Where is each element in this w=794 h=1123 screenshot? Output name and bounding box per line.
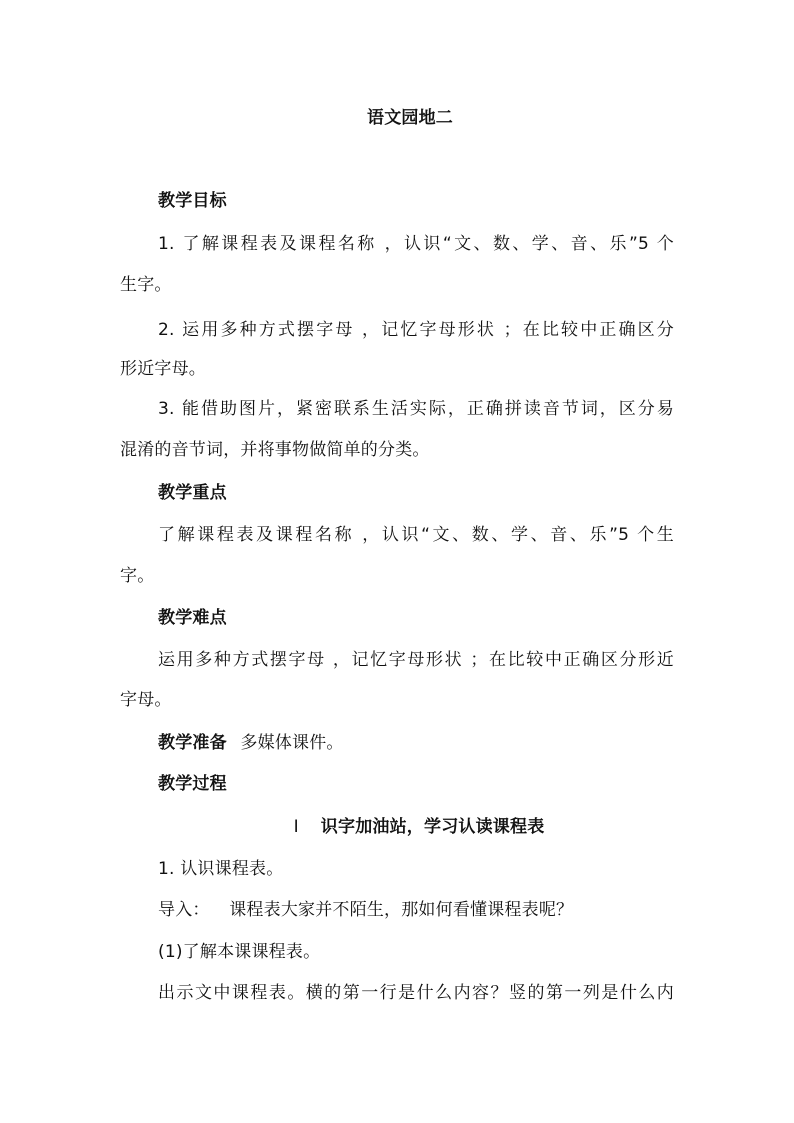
process-heading: 教学过程	[158, 774, 227, 794]
last-line	[0, 981, 794, 1005]
objective-3-line-2: 混淆的音节词，并将事物做简单的分类。	[120, 440, 430, 460]
objective-2-line-1	[0, 318, 794, 342]
intro-label: 导入：	[158, 900, 210, 920]
preparation-line	[0, 731, 794, 755]
section-heading	[0, 815, 794, 839]
difficulty-line-1	[0, 648, 794, 672]
difficulty-text: 运用多种方式摆字母 ，记忆字母形状 ；在比较中正确区分形近	[158, 650, 674, 670]
sub-step-1: (1)了解本课课程表。	[158, 942, 321, 962]
document-title: 语文园地二	[367, 108, 453, 128]
preparation-text: 多媒体课件。	[240, 733, 344, 753]
objective-1-line-1	[0, 232, 794, 256]
objective-2-text: 2. 运用多种方式摆字母 ，记忆字母形状 ；在比较中正确区分	[158, 320, 674, 340]
objective-1-text: 1. 了解课程表及课程名称 ，认识“文、数、学、音、乐”5 个	[158, 234, 674, 254]
intro-text: 课程表大家并不陌生，那如何看懂课程表呢？	[229, 900, 574, 920]
key-points-text: 了解课程表及课程名称 ，认识“文、数、学、音、乐”5 个生	[158, 525, 674, 545]
difficulty-line-2: 字母。	[120, 690, 172, 710]
key-points-line-1	[0, 523, 794, 547]
objective-2-line-2: 形近字母。	[120, 359, 206, 379]
last-line-text: 出示文中课程表。横的第一行是什么内容？竖的第一列是什么内	[158, 983, 674, 1003]
section-title: 识字加油站，学习认读课程表	[320, 817, 545, 837]
key-points-heading: 教学重点	[158, 483, 227, 503]
section-numeral: I	[293, 817, 299, 837]
difficulty-heading: 教学难点	[158, 608, 227, 628]
objectives-heading: 教学目标	[158, 191, 227, 211]
objective-1-line-2: 生字。	[120, 275, 172, 295]
objective-3-text: 3. 能借助图片，紧密联系生活实际，正确拼读音节词，区分易	[158, 399, 674, 419]
step-1: 1. 认识课程表。	[158, 859, 284, 879]
key-points-line-2: 字。	[120, 566, 155, 586]
intro-line	[0, 898, 794, 922]
preparation-heading: 教学准备	[158, 733, 227, 753]
objective-3-line-1	[0, 397, 794, 421]
